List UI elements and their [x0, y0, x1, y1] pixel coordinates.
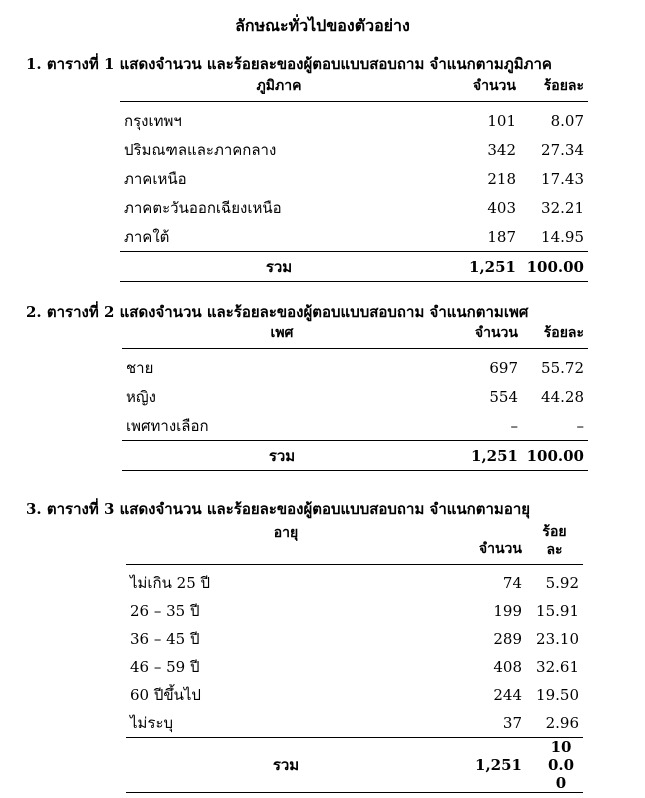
table-row	[120, 135, 588, 164]
row-label: ไม่เกิน 25 ปี	[130, 574, 211, 592]
table-row	[120, 102, 588, 136]
total-percent: 100.00	[522, 441, 588, 471]
row-label: เพศทางเลือก	[126, 416, 209, 435]
row-label: ชาย	[126, 358, 154, 377]
row-count: 408	[493, 658, 522, 676]
total-label: รวม	[126, 738, 446, 793]
row-count: 289	[493, 630, 522, 648]
row-label: 26 – 35 ปี	[130, 602, 200, 620]
table-row	[122, 382, 588, 411]
row-label: ปริมณฑลและภาคกลาง	[124, 140, 277, 159]
row-label: ภาคใต้	[124, 227, 170, 246]
table-row	[122, 349, 588, 383]
table-row	[126, 709, 583, 738]
row-count: 403	[487, 198, 516, 217]
table-header-row	[122, 322, 588, 349]
row-count: 37	[502, 714, 522, 732]
column-header-region: ภูมิภาค	[120, 75, 438, 102]
row-label: 36 – 45 ปี	[130, 630, 200, 648]
row-percent: 14.95	[541, 227, 584, 246]
total-row	[120, 252, 588, 282]
total-label: รวม	[120, 252, 438, 282]
row-label: กรุงเทพฯ	[124, 111, 182, 130]
row-percent: 32.61	[536, 658, 579, 676]
section-heading-gender: 2. ตารางที่ 2 แสดงจำนวน และร้อยละของผู้ตอบแบบสอบถาม จำแนกตามเพศ	[26, 303, 529, 321]
row-percent: 5.92	[545, 574, 579, 592]
table-row	[120, 164, 588, 193]
row-count: 74	[502, 574, 522, 592]
table-row	[126, 653, 583, 681]
total-count: 1,251	[446, 738, 526, 793]
table-row	[126, 597, 583, 625]
row-percent: 44.28	[541, 387, 584, 406]
row-percent: 32.21	[541, 198, 584, 217]
column-header-percent: ร้อยละ	[526, 520, 583, 565]
column-header-count: จำนวน	[446, 520, 526, 565]
column-header-count: จำนวน	[438, 75, 520, 102]
column-header-percent: ร้อยละ	[520, 75, 588, 102]
row-percent: 2.96	[545, 714, 579, 732]
column-header-count: จำนวน	[442, 322, 522, 349]
row-label: 60 ปีขึ้นไป	[130, 686, 201, 704]
total-count: 1,251	[442, 441, 522, 471]
row-percent: 15.91	[536, 602, 579, 620]
total-count: 1,251	[438, 252, 520, 282]
total-percent: 100.00	[520, 252, 588, 282]
total-row	[126, 738, 583, 793]
table-row	[126, 681, 583, 709]
row-count: 554	[489, 387, 518, 406]
table-row	[126, 565, 583, 598]
table-row	[126, 625, 583, 653]
row-percent: 23.10	[536, 630, 579, 648]
column-header-gender: เพศ	[122, 322, 442, 349]
column-header-percent: ร้อยละ	[522, 322, 588, 349]
table-region	[120, 75, 588, 282]
row-count: 342	[487, 140, 516, 159]
table-age	[126, 520, 583, 793]
row-count: 218	[487, 169, 516, 188]
row-count: 244	[493, 686, 522, 704]
row-percent: 8.07	[550, 111, 584, 130]
row-label: ภาคเหนือ	[124, 169, 187, 188]
section-heading-age: 3. ตารางที่ 3 แสดงจำนวน และร้อยละของผู้ตอบแบบสอบถาม จำแนกตามอายุ	[26, 500, 531, 518]
row-label: ไม่ระบุ	[130, 714, 174, 732]
total-label: รวม	[122, 441, 442, 471]
table-header-row	[120, 75, 588, 102]
table-row	[120, 193, 588, 222]
row-count: 101	[487, 111, 516, 130]
row-count: 187	[487, 227, 516, 246]
section-heading-region: 1. ตารางที่ 1 แสดงจำนวน และร้อยละของผู้ตอบแบบสอบถาม จำแนกตามภูมิภาค	[26, 55, 552, 73]
row-percent: 17.43	[541, 169, 584, 188]
row-percent: 55.72	[541, 358, 584, 377]
table-header-row	[126, 520, 583, 565]
row-label: 46 – 59 ปี	[130, 658, 200, 676]
row-label: ภาคตะวันออกเฉียงเหนือ	[124, 198, 282, 217]
table-gender	[122, 322, 588, 471]
table-row	[122, 411, 588, 441]
row-count: 697	[489, 358, 518, 377]
row-percent: –	[576, 416, 584, 435]
total-percent: 100.00	[526, 738, 583, 793]
total-row	[122, 441, 588, 471]
column-header-age: อายุ	[126, 520, 446, 565]
row-percent: 19.50	[536, 686, 579, 704]
row-percent: 27.34	[541, 140, 584, 159]
row-count: –	[510, 416, 518, 435]
page-title: ลักษณะทั่วไปของตัวอย่าง	[235, 16, 410, 35]
table-row	[120, 222, 588, 252]
row-count: 199	[493, 602, 522, 620]
row-label: หญิง	[126, 387, 156, 406]
